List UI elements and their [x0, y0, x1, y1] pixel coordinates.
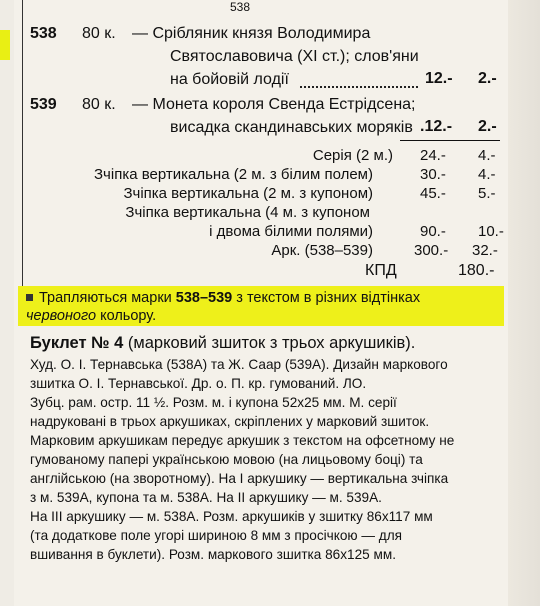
- variant-price-used: 4.-: [478, 166, 496, 183]
- booklet-line: англійською (на зворотному). На І аркушику — вертикальна зчіпка: [30, 471, 449, 486]
- variant-price-mint: 45.-: [420, 185, 446, 202]
- booklet-line: На ІІІ аркушику — м. 538А. Розм. аркушиків у зшитку 86х117 мм: [30, 509, 433, 524]
- section-tab: [0, 30, 10, 60]
- note-text: [26, 289, 420, 325]
- variant-label: Зчіпка вертикальна (4 м. з купоном: [125, 204, 370, 221]
- variant-label: Зчіпка вертикальна (2 м. з купоном): [123, 185, 373, 202]
- booklet-line: зшитка О. І. Тернавської. Др. о. П. кр. гумований. ЛО.: [30, 376, 367, 391]
- entry-desc-1: — Срібляник князя Володимира: [132, 25, 371, 42]
- variant-price-used: 32.-: [472, 242, 498, 259]
- kpd-price: 180.-: [458, 262, 495, 279]
- price-used: 2.-: [478, 70, 497, 87]
- booklet-line: вшивання в буклети). Розм. маркового зшитка 86х125 мм.: [30, 547, 396, 562]
- variant-price-used: 5.-: [478, 185, 496, 202]
- margin-rule: [22, 0, 23, 325]
- variant-label: Серія (2 м.): [312, 147, 393, 164]
- variant-price-mint: 90.-: [420, 223, 446, 240]
- booklet-line: гумованому папері українською мовою (на лицьовому боці) та: [30, 452, 423, 467]
- page-edge-right: [508, 0, 540, 606]
- kpd-label: КПД: [365, 262, 397, 279]
- price-used: 2.-: [478, 118, 497, 135]
- booklet-title: Буклет № 4: [30, 334, 124, 352]
- price-rule: [400, 140, 500, 141]
- page-top-number: 538: [230, 0, 251, 14]
- variant-price-used: 10.-: [478, 223, 504, 240]
- price-mint: 12.-: [425, 70, 453, 87]
- booklet-heading: [30, 334, 415, 354]
- variant-price-used: 4.-: [478, 147, 496, 164]
- note-italic: червоного: [26, 308, 97, 324]
- booklet-line: з м. 539А, купона та м. 538А. На ІІ аркушику — м. 539А.: [30, 490, 382, 505]
- note-post: кольору.: [96, 308, 157, 324]
- booklet-subtitle: (марковий зшиток з трьох аркушиків).: [123, 334, 416, 352]
- note-codes: 538–539: [175, 290, 233, 306]
- entry-desc-2: висадка скандинавських моряків: [170, 119, 413, 136]
- note-pre: Трапляються марки: [39, 290, 176, 306]
- booklet-line: Зубц. рам. остр. 11 ½. Розм. м. і купона 52х25 мм. М. серії: [30, 395, 397, 410]
- variant-price-mint: 24.-: [420, 147, 446, 164]
- bullet-icon: [26, 294, 33, 301]
- entry-desc-1: — Монета короля Свенда Естрідсена;: [132, 96, 416, 113]
- entry-code: 539: [30, 96, 57, 113]
- booklet-line: Худ. О. І. Тернавська (538А) та Ж. Саар (539А). Дизайн маркового: [30, 357, 448, 372]
- entry-desc-3: на бойовій лодії: [170, 71, 289, 88]
- booklet-line: Марковим аркушикам передує аркушик з текстом на офсетному не: [30, 433, 455, 448]
- variant-price-mint: 300.-: [414, 242, 449, 259]
- booklet-line: (та додаткове поле угорі шириною 8 мм з просічкою — для: [30, 528, 402, 543]
- entry-value: 80 к.: [82, 25, 116, 42]
- entry-value: 80 к.: [82, 96, 116, 113]
- page-edge-left: [0, 0, 14, 606]
- entry-desc-2: Святославовича (XI ст.); слов'яни: [170, 48, 419, 65]
- entry-code: 538: [30, 25, 57, 42]
- variant-price-mint: 30.-: [420, 166, 446, 183]
- variant-label-cont: і двома білими полями): [209, 223, 373, 240]
- dot-leader: [300, 74, 418, 88]
- variant-label: Зчіпка вертикальна (2 м. з білим полем): [93, 166, 373, 183]
- price-mint: .12.-: [420, 118, 453, 135]
- booklet-line: надруковані в трьох аркушиках, скріплених у марковий зшиток.: [30, 414, 430, 429]
- variant-label: Арк. (538–539): [271, 242, 373, 259]
- note-mid: з текстом в різних відтінках: [232, 290, 421, 306]
